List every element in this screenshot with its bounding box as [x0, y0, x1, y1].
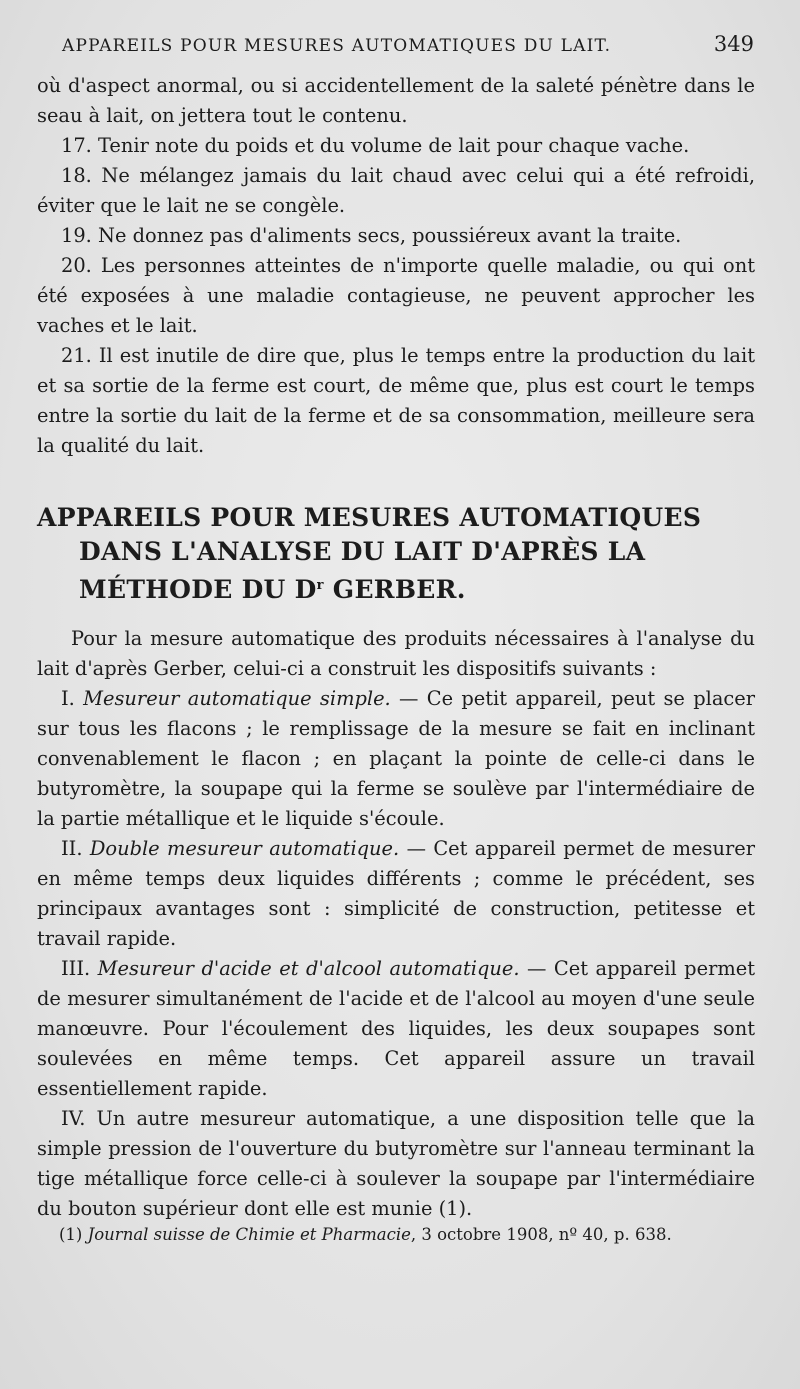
- device-text: Un autre mesureur automatique, a une disposition telle que la simple pression de l'ouverture du butyromètre sur l'anneau terminant la tige métallique force celle-ci à soulever la soupape par l'intermédiaire du bouton supérieur dont elle est munie (1).: [37, 1107, 755, 1220]
- device-text: — Cet appareil permet de mesurer en même temps deux liquides différents ; comme le précédent, ses principaux avantages sont : simplicité de construction, petitesse et travail rapide.: [37, 837, 755, 950]
- list-item-19: 19. Ne donnez pas d'aliments secs, poussiéreux avant la traite.: [61, 224, 682, 247]
- continued-paragraph: où d'aspect anormal, ou si accidentellement de la saleté pénètre dans le seau à lait, on jettera tout le contenu.: [37, 74, 755, 127]
- heading-text: APPAREILS POUR MESURES AUTOMATIQUES DANS L'ANALYSE DU LAIT D'APRÈS LA MÉTHODE DU D: [37, 503, 702, 604]
- list-item-20: 20. Les personnes atteintes de n'importe quelle maladie, ou qui ont été exposées à une maladie contagieuse, ne peuvent approcher les vaches et le lait.: [37, 254, 755, 337]
- device-number: III.: [61, 957, 98, 980]
- footnote: [37, 1224, 755, 1246]
- page-number: 349: [713, 32, 754, 56]
- footnote-journal: Journal suisse de Chimie et Pharmacie: [87, 1225, 411, 1244]
- heading-text-end: GERBER.: [323, 575, 466, 604]
- device-name: Double mesureur automatique.: [89, 837, 400, 860]
- list-item-17: 17. Tenir note du poids et du volume de lait pour chaque vache.: [61, 134, 690, 157]
- heading-superscript: r: [316, 578, 324, 593]
- device-number: II.: [61, 837, 90, 860]
- device-number: I.: [61, 687, 84, 710]
- device-text: — Ce petit appareil, peut se placer sur tous les flacons ; le remplissage de la mesure se fait en inclinant convenablement le flacon ; en plaçant la pointe de celle-ci dans le butyromètre, la soupape qui la ferme se soulève par l'intermédiaire de la partie métallique et le liquide s'écoule.: [37, 687, 755, 830]
- device-name: Mesureur d'acide et d'alcool automatique.: [97, 957, 520, 980]
- device-item-3: [37, 954, 755, 1104]
- device-text: — Cet appareil permet de mesurer simultanément de l'acide et de l'alcool au moyen d'une seule manœuvre. Pour l'écoulement des liquides, les deux soupapes sont soulevées en même temps. Cet appareil assure un travail essentiellement rapide.: [37, 957, 755, 1100]
- list-item-18: 18. Ne mélangez jamais du lait chaud avec celui qui a été refroidi, éviter que le lait ne se congèle.: [37, 164, 755, 217]
- page-body: [37, 71, 755, 1246]
- device-name: Mesureur automatique simple.: [83, 687, 391, 710]
- device-item-1: [37, 684, 755, 834]
- device-item-4: [37, 1104, 755, 1224]
- running-header: [62, 34, 754, 64]
- section-heading: [37, 501, 755, 607]
- device-item-2: [37, 834, 755, 954]
- section-intro: Pour la mesure automatique des produits nécessaires à l'analyse du lait d'après Gerber, celui-ci a construit les dispositifs suivants :: [37, 627, 755, 680]
- footnote-details: , 3 octobre 1908, nº 40, p. 638.: [410, 1225, 672, 1244]
- list-item-21: 21. Il est inutile de dire que, plus le temps entre la production du lait et sa sortie de la ferme est court, de même que, plus est court le temps entre la sortie du lait de la ferme et de sa consommation, meilleure sera la qualité du lait.: [37, 344, 755, 457]
- running-title: APPAREILS POUR MESURES AUTOMATIQUES DU LAIT.: [62, 36, 612, 56]
- footnote-marker: (1): [59, 1225, 88, 1244]
- device-number: IV.: [61, 1107, 97, 1130]
